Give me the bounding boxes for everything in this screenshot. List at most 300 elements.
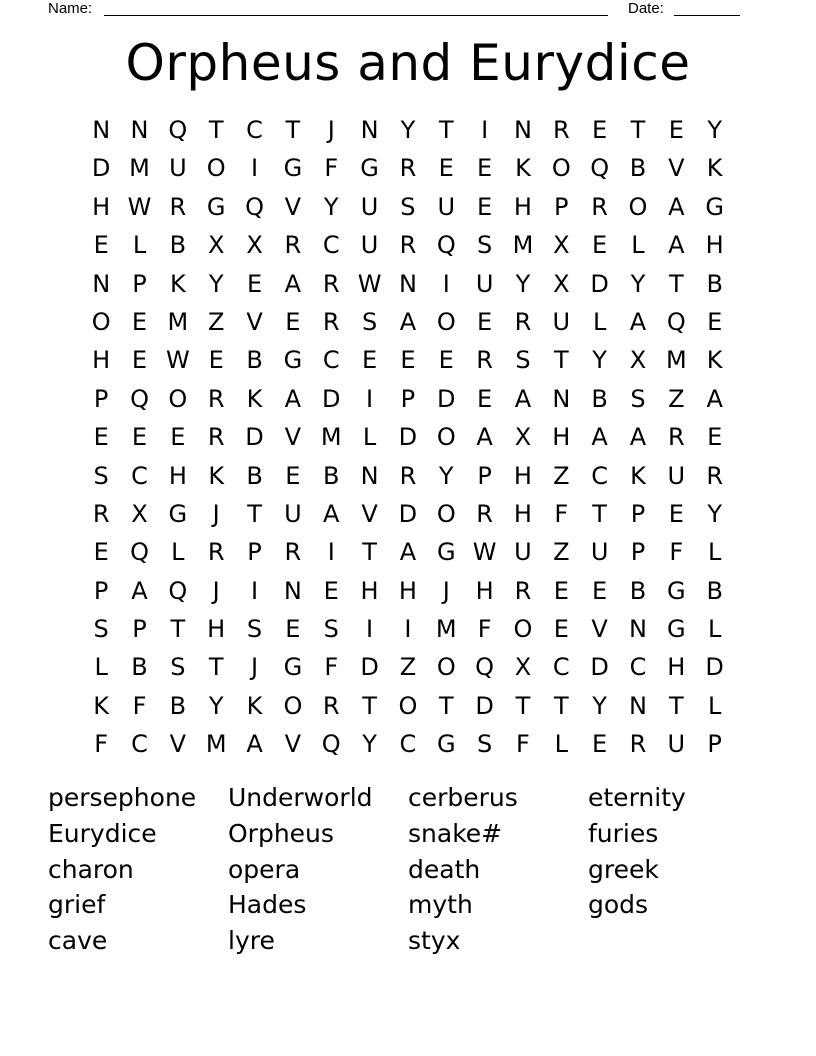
grid-letter[interactable]: V: [169, 730, 187, 759]
grid-letter[interactable]: E: [285, 461, 301, 490]
grid-letter[interactable]: S: [400, 192, 416, 221]
grid-letter[interactable]: P: [132, 615, 147, 644]
grid-letter[interactable]: I: [327, 538, 335, 567]
grid-letter[interactable]: E: [668, 499, 684, 528]
grid-letter[interactable]: T: [668, 691, 684, 720]
grid-letter[interactable]: Z: [399, 653, 417, 682]
grid-letter[interactable]: A: [476, 423, 493, 452]
grid-letter[interactable]: F: [516, 730, 530, 759]
grid-letter[interactable]: T: [362, 691, 377, 720]
grid-letter[interactable]: K: [93, 691, 110, 720]
grid-letter[interactable]: U: [667, 461, 686, 490]
grid-letter[interactable]: F: [477, 615, 492, 644]
grid-letter[interactable]: E: [477, 154, 493, 183]
grid-letter[interactable]: D: [398, 499, 418, 528]
grid-letter[interactable]: R: [399, 461, 417, 490]
grid-letter[interactable]: L: [132, 231, 147, 260]
grid-letter[interactable]: O: [436, 423, 456, 452]
grid-letter[interactable]: E: [285, 307, 301, 336]
grid-letter[interactable]: S: [515, 346, 531, 375]
grid-letter[interactable]: E: [477, 307, 493, 336]
grid-letter[interactable]: Q: [475, 653, 495, 682]
grid-letter[interactable]: G: [206, 192, 226, 221]
grid-letter[interactable]: S: [170, 653, 186, 682]
grid-letter[interactable]: N: [92, 269, 111, 298]
word-list-item: persephone: [48, 783, 197, 812]
grid-row: [82, 495, 734, 533]
grid-letter[interactable]: J: [212, 576, 220, 605]
grid-letter[interactable]: V: [284, 423, 302, 452]
grid-letter[interactable]: N: [283, 576, 302, 605]
grid-letter[interactable]: T: [438, 691, 454, 720]
grid-letter[interactable]: O: [283, 691, 303, 720]
grid-letter[interactable]: Y: [208, 691, 224, 720]
grid-letter[interactable]: S: [93, 615, 109, 644]
grid-letter[interactable]: C: [131, 461, 148, 490]
grid-letter[interactable]: E: [246, 269, 263, 298]
name-blank-line[interactable]: [104, 15, 608, 16]
grid-letter[interactable]: E: [323, 576, 339, 605]
grid-letter[interactable]: N: [398, 269, 417, 298]
grid-letter[interactable]: N: [629, 691, 647, 720]
grid-letter[interactable]: Y: [362, 730, 377, 759]
grid-letter[interactable]: L: [707, 538, 722, 567]
grid-letter[interactable]: Y: [707, 116, 722, 144]
grid-letter[interactable]: S: [630, 384, 646, 413]
grid-letter[interactable]: E: [592, 231, 608, 260]
grid-letter[interactable]: F: [324, 653, 339, 682]
grid-letter[interactable]: X: [553, 269, 570, 298]
grid-letter[interactable]: P: [477, 461, 492, 490]
grid-letter[interactable]: Q: [168, 116, 188, 144]
grid-letter[interactable]: B: [246, 346, 263, 375]
grid-letter[interactable]: K: [515, 154, 531, 183]
grid-letter[interactable]: N: [552, 384, 571, 413]
grid-letter[interactable]: R: [399, 154, 417, 183]
grid-letter[interactable]: K: [169, 269, 186, 298]
grid-letter[interactable]: L: [707, 615, 722, 644]
grid-letter[interactable]: B: [591, 384, 608, 413]
grid-letter[interactable]: E: [668, 116, 684, 144]
date-blank-line[interactable]: [674, 15, 740, 16]
grid-letter[interactable]: M: [435, 615, 457, 644]
grid-letter[interactable]: O: [628, 192, 648, 221]
grid-letter[interactable]: C: [131, 730, 148, 759]
grid-letter[interactable]: G: [283, 346, 303, 375]
grid-letter[interactable]: D: [590, 269, 609, 298]
grid-letter[interactable]: O: [551, 154, 571, 183]
grid-letter[interactable]: X: [553, 231, 570, 260]
grid-letter[interactable]: T: [362, 538, 377, 567]
grid-letter[interactable]: S: [361, 307, 378, 336]
grid-letter[interactable]: W: [472, 538, 497, 567]
grid-letter[interactable]: Y: [707, 499, 722, 528]
grid-letter[interactable]: K: [246, 691, 263, 720]
grid-letter[interactable]: T: [630, 116, 646, 144]
grid-letter[interactable]: S: [323, 615, 339, 644]
grid-letter[interactable]: X: [514, 423, 532, 452]
grid-letter[interactable]: F: [132, 691, 147, 720]
grid-letter[interactable]: D: [245, 423, 264, 452]
grid-letter[interactable]: E: [438, 154, 454, 183]
grid-letter[interactable]: I: [481, 116, 489, 144]
grid-letter[interactable]: V: [591, 615, 608, 644]
grid-letter[interactable]: U: [590, 538, 609, 567]
grid-letter[interactable]: C: [399, 730, 417, 759]
grid-letter[interactable]: Q: [245, 192, 264, 221]
grid-letter[interactable]: G: [436, 538, 456, 567]
grid-letter[interactable]: X: [246, 231, 263, 260]
grid-letter[interactable]: J: [212, 499, 220, 528]
grid-letter[interactable]: G: [705, 192, 724, 221]
grid-row: [82, 418, 734, 456]
grid-letter[interactable]: V: [361, 499, 378, 528]
grid-letter[interactable]: T: [553, 346, 569, 375]
grid-letter[interactable]: P: [132, 269, 147, 298]
grid-letter[interactable]: D: [360, 653, 379, 682]
grid-letter[interactable]: A: [629, 307, 647, 336]
grid-letter[interactable]: F: [324, 154, 339, 183]
grid-letter[interactable]: C: [246, 116, 263, 144]
grid-letter[interactable]: E: [93, 231, 109, 260]
grid-letter[interactable]: S: [246, 615, 263, 644]
grid-letter[interactable]: H: [92, 346, 111, 375]
grid-letter[interactable]: E: [93, 423, 109, 452]
grid-letter[interactable]: Q: [590, 154, 610, 183]
grid-letter[interactable]: I: [251, 576, 259, 605]
grid-letter[interactable]: H: [168, 461, 187, 490]
grid-letter[interactable]: C: [552, 653, 570, 682]
grid-letter[interactable]: A: [284, 384, 302, 413]
name-label: Name:: [48, 0, 93, 17]
grid-letter[interactable]: R: [284, 231, 302, 260]
grid-row: [82, 226, 734, 264]
grid-letter[interactable]: R: [207, 384, 225, 413]
grid-letter[interactable]: E: [131, 346, 148, 375]
grid-letter[interactable]: Q: [436, 231, 456, 260]
grid-letter[interactable]: G: [283, 154, 303, 183]
grid-letter[interactable]: B: [169, 231, 187, 260]
grid-letter[interactable]: F: [554, 499, 569, 528]
grid-letter[interactable]: L: [707, 691, 722, 720]
grid-letter[interactable]: R: [706, 461, 724, 490]
grid-letter[interactable]: N: [360, 116, 379, 144]
grid-letter[interactable]: Q: [130, 384, 149, 413]
grid-letter[interactable]: M: [205, 730, 227, 759]
grid-letter[interactable]: N: [130, 116, 149, 144]
grid-letter[interactable]: T: [515, 691, 531, 720]
grid-letter[interactable]: O: [91, 307, 111, 336]
grid-letter[interactable]: D: [590, 653, 609, 682]
grid-letter[interactable]: I: [442, 269, 450, 298]
grid-letter[interactable]: A: [131, 576, 148, 605]
grid-letter[interactable]: E: [592, 116, 608, 144]
grid-letter[interactable]: R: [399, 231, 417, 260]
grid-letter[interactable]: R: [284, 538, 302, 567]
grid-letter[interactable]: X: [514, 653, 532, 682]
grid-letter[interactable]: I: [366, 384, 374, 413]
grid-letter[interactable]: B: [629, 576, 647, 605]
grid-letter[interactable]: T: [668, 269, 684, 298]
grid-letter[interactable]: M: [167, 307, 189, 336]
grid-letter[interactable]: P: [93, 576, 109, 605]
grid-letter[interactable]: X: [131, 499, 148, 528]
grid-letter[interactable]: G: [360, 154, 379, 183]
grid-letter[interactable]: J: [251, 653, 259, 682]
grid-letter[interactable]: X: [207, 231, 225, 260]
grid-letter[interactable]: Y: [208, 269, 224, 298]
grid-letter[interactable]: R: [322, 269, 340, 298]
grid-letter[interactable]: H: [552, 423, 571, 452]
grid-letter[interactable]: T: [285, 116, 301, 144]
grid-letter[interactable]: T: [592, 499, 607, 528]
grid-letter[interactable]: V: [284, 730, 302, 759]
grid-letter[interactable]: Q: [666, 307, 686, 336]
grid-letter[interactable]: T: [247, 499, 262, 528]
grid-letter[interactable]: A: [284, 269, 302, 298]
grid-letter[interactable]: E: [131, 307, 148, 336]
grid-letter[interactable]: U: [667, 730, 686, 759]
grid-letter[interactable]: D: [475, 691, 494, 720]
grid-letter[interactable]: H: [667, 653, 686, 682]
grid-letter[interactable]: K: [706, 154, 723, 183]
grid-letter[interactable]: L: [631, 231, 645, 260]
grid-letter[interactable]: U: [284, 499, 302, 528]
grid-letter[interactable]: D: [321, 384, 341, 413]
grid-letter[interactable]: H: [513, 192, 532, 221]
grid-letter[interactable]: E: [285, 615, 301, 644]
grid-letter[interactable]: P: [93, 384, 109, 413]
grid-letter[interactable]: T: [170, 615, 186, 644]
grid-letter[interactable]: R: [591, 192, 608, 221]
grid-letter[interactable]: P: [630, 538, 646, 567]
grid-letter[interactable]: E: [477, 384, 493, 413]
grid-letter[interactable]: D: [91, 154, 111, 183]
grid-letter[interactable]: Z: [553, 461, 570, 490]
grid-letter[interactable]: N: [360, 461, 379, 490]
grid-letter[interactable]: M: [320, 423, 342, 452]
grid-letter[interactable]: F: [94, 730, 109, 759]
grid-letter[interactable]: Z: [207, 307, 225, 336]
grid-letter[interactable]: C: [591, 461, 609, 490]
grid-letter[interactable]: M: [129, 154, 150, 183]
grid-letter[interactable]: I: [404, 615, 412, 644]
grid-letter[interactable]: H: [475, 576, 494, 605]
grid-letter[interactable]: L: [592, 307, 607, 336]
grid-letter[interactable]: R: [207, 423, 225, 452]
grid-letter[interactable]: K: [630, 461, 646, 490]
grid-letter[interactable]: E: [131, 423, 148, 452]
grid-letter[interactable]: Q: [168, 576, 188, 605]
grid-letter[interactable]: I: [251, 154, 259, 183]
grid-letter[interactable]: R: [629, 730, 647, 759]
grid-letter[interactable]: R: [169, 192, 187, 221]
grid-letter[interactable]: E: [592, 730, 608, 759]
grid-letter[interactable]: E: [361, 346, 378, 375]
grid-letter[interactable]: T: [208, 116, 224, 144]
grid-letter[interactable]: A: [246, 730, 263, 759]
date-label: Date:: [628, 0, 664, 17]
grid-letter[interactable]: K: [208, 461, 225, 490]
grid-letter[interactable]: S: [476, 730, 493, 759]
grid-letter[interactable]: B: [131, 653, 148, 682]
word-list-item: Underworld: [228, 783, 373, 812]
grid-letter[interactable]: E: [592, 576, 608, 605]
grid-letter[interactable]: S: [93, 461, 109, 490]
grid-letter[interactable]: U: [437, 192, 456, 221]
grid-letter[interactable]: J: [442, 576, 450, 605]
grid-letter[interactable]: Y: [438, 461, 454, 490]
grid-letter[interactable]: C: [322, 346, 340, 375]
grid-letter[interactable]: E: [93, 538, 109, 567]
grid-letter[interactable]: Y: [630, 269, 646, 298]
grid-letter[interactable]: A: [668, 231, 685, 260]
grid-letter[interactable]: B: [706, 576, 723, 605]
grid-letter[interactable]: V: [284, 192, 302, 221]
grid-letter[interactable]: U: [475, 269, 494, 298]
grid-letter[interactable]: L: [171, 538, 185, 567]
grid-letter[interactable]: Y: [592, 346, 607, 375]
grid-letter[interactable]: P: [247, 538, 262, 567]
grid-letter[interactable]: H: [360, 576, 379, 605]
grid-letter[interactable]: E: [553, 576, 569, 605]
grid-letter[interactable]: H: [92, 192, 111, 221]
grid-letter[interactable]: Y: [400, 116, 416, 144]
grid-letter[interactable]: H: [705, 231, 724, 260]
grid-letter[interactable]: N: [629, 615, 647, 644]
grid-letter[interactable]: T: [438, 116, 454, 144]
grid-letter[interactable]: E: [170, 423, 186, 452]
grid-letter[interactable]: E: [707, 307, 723, 336]
grid-letter[interactable]: W: [357, 269, 382, 298]
grid-letter[interactable]: B: [169, 691, 187, 720]
grid-letter[interactable]: Q: [321, 730, 341, 759]
grid-letter[interactable]: P: [400, 384, 416, 413]
grid-letter[interactable]: U: [360, 192, 379, 221]
grid-letter[interactable]: B: [706, 269, 723, 298]
grid-letter[interactable]: B: [629, 154, 647, 183]
grid-letter[interactable]: E: [707, 423, 723, 452]
grid-letter[interactable]: B: [323, 461, 340, 490]
grid-letter[interactable]: O: [168, 384, 188, 413]
grid-letter[interactable]: R: [322, 307, 340, 336]
grid-letter[interactable]: P: [554, 192, 569, 221]
grid-letter[interactable]: E: [400, 346, 416, 375]
grid-letter[interactable]: A: [629, 423, 647, 452]
grid-letter[interactable]: G: [667, 576, 686, 605]
grid-letter[interactable]: K: [246, 384, 263, 413]
grid-letter[interactable]: U: [169, 154, 187, 183]
grid-letter[interactable]: W: [127, 192, 152, 221]
grid-letter[interactable]: L: [362, 423, 377, 452]
grid-letter[interactable]: O: [436, 499, 456, 528]
grid-letter[interactable]: V: [246, 307, 263, 336]
grid-letter[interactable]: N: [92, 116, 111, 144]
grid-letter[interactable]: H: [207, 615, 226, 644]
grid-letter[interactable]: A: [668, 192, 685, 221]
grid-letter[interactable]: O: [206, 154, 226, 183]
grid-letter[interactable]: I: [366, 615, 374, 644]
grid-letter[interactable]: E: [477, 192, 493, 221]
grid-letter[interactable]: O: [513, 615, 533, 644]
grid-letter[interactable]: U: [360, 231, 379, 260]
grid-letter[interactable]: A: [591, 423, 608, 452]
grid-letter[interactable]: R: [92, 499, 110, 528]
grid-letter[interactable]: R: [552, 116, 570, 144]
grid-letter[interactable]: X: [629, 346, 647, 375]
grid-letter[interactable]: R: [667, 423, 685, 452]
grid-letter[interactable]: O: [436, 307, 456, 336]
grid-letter[interactable]: Z: [668, 384, 685, 413]
grid-letter[interactable]: P: [707, 730, 722, 759]
grid-letter[interactable]: G: [283, 653, 303, 682]
grid-letter[interactable]: B: [246, 461, 263, 490]
grid-letter[interactable]: U: [552, 307, 571, 336]
grid-letter[interactable]: R: [476, 346, 493, 375]
grid-letter[interactable]: R: [514, 576, 532, 605]
grid-letter[interactable]: S: [476, 231, 493, 260]
grid-letter[interactable]: Y: [515, 269, 531, 298]
grid-letter[interactable]: D: [705, 653, 724, 682]
grid-letter[interactable]: A: [399, 307, 417, 336]
grid-letter[interactable]: A: [514, 384, 532, 413]
grid-letter[interactable]: R: [514, 307, 532, 336]
grid-letter[interactable]: K: [706, 346, 723, 375]
grid-letter[interactable]: T: [208, 653, 224, 682]
grid-letter[interactable]: R: [476, 499, 493, 528]
grid-letter[interactable]: M: [512, 231, 534, 260]
grid-letter[interactable]: J: [327, 116, 335, 144]
grid-letter[interactable]: E: [553, 615, 569, 644]
grid-letter[interactable]: A: [323, 499, 340, 528]
grid-letter[interactable]: H: [513, 461, 532, 490]
grid-letter[interactable]: A: [706, 384, 723, 413]
grid-letter[interactable]: H: [513, 499, 532, 528]
grid-letter[interactable]: T: [553, 691, 569, 720]
grid-letter[interactable]: P: [630, 499, 646, 528]
grid-letter[interactable]: L: [94, 653, 108, 682]
grid-letter[interactable]: D: [398, 423, 418, 452]
grid-letter[interactable]: V: [668, 154, 685, 183]
grid-letter[interactable]: G: [436, 730, 456, 759]
grid-letter[interactable]: Z: [553, 538, 570, 567]
grid-letter[interactable]: Y: [592, 691, 607, 720]
grid-letter[interactable]: E: [208, 346, 224, 375]
grid-letter[interactable]: C: [629, 653, 647, 682]
grid-letter[interactable]: E: [438, 346, 454, 375]
grid-letter[interactable]: W: [165, 346, 190, 375]
grid-letter[interactable]: R: [322, 691, 340, 720]
grid-letter[interactable]: F: [669, 538, 684, 567]
grid-letter[interactable]: G: [168, 499, 188, 528]
word-list-item: styx: [408, 926, 461, 956]
grid-letter[interactable]: C: [322, 231, 340, 260]
grid-letter[interactable]: D: [437, 384, 456, 413]
grid-letter[interactable]: U: [514, 538, 532, 567]
grid-letter[interactable]: G: [667, 615, 686, 644]
grid-letter[interactable]: R: [207, 538, 225, 567]
grid-letter[interactable]: Q: [130, 538, 149, 567]
word-list-item: gods: [588, 890, 649, 920]
grid-letter[interactable]: M: [665, 346, 687, 375]
grid-letter[interactable]: O: [436, 653, 456, 682]
grid-letter[interactable]: L: [554, 730, 568, 759]
grid-letter[interactable]: N: [513, 116, 532, 144]
grid-letter[interactable]: O: [398, 691, 418, 720]
grid-letter[interactable]: A: [399, 538, 417, 567]
grid-letter[interactable]: Y: [323, 192, 339, 221]
grid-letter[interactable]: H: [398, 576, 417, 605]
